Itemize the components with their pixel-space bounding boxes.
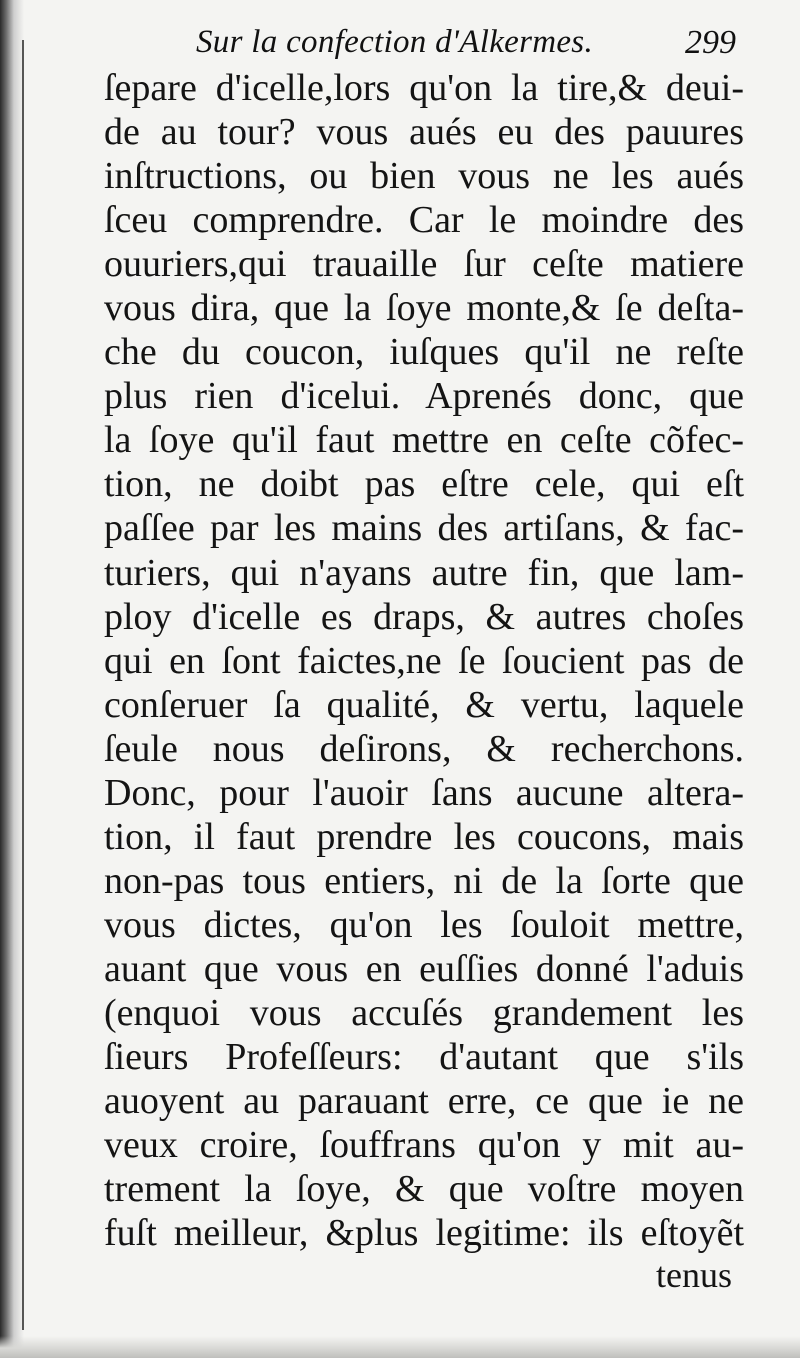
text-line: inſtructions, ou bien vous ne les aués bbox=[104, 155, 744, 198]
text-line: auant que vous en euſſies donné l'aduis bbox=[104, 947, 744, 990]
text-line: tion, ne doibt pas eſtre cele, qui eſt bbox=[104, 463, 744, 506]
binding-edge bbox=[22, 40, 24, 1330]
text-line: ouuriers,qui trauaille ſur ceſte matiere bbox=[104, 243, 744, 286]
text-line: non-pas tous entiers, ni de la ſorte que bbox=[104, 859, 744, 902]
text-line: auoyent au parauant erre, ce que ie ne bbox=[104, 1080, 744, 1123]
text-line: qui en ſont faictes,ne ſe ſoucient pas de bbox=[104, 639, 744, 682]
text-line: tion, il faut prendre les coucons, mais bbox=[104, 815, 744, 858]
body-text bbox=[104, 66, 744, 1255]
text-line: Donc, pour l'auoir ſans aucune altera- bbox=[104, 771, 744, 814]
gutter-shadow bbox=[0, 0, 24, 1358]
text-line: ſepare d'icelle,lors qu'on la tire,& deui- bbox=[104, 67, 744, 109]
text-line: ſeule nous deſirons, & recherchons. bbox=[104, 727, 744, 770]
page-number: 299 bbox=[685, 24, 736, 61]
text-line: conſeruer ſa qualité, & vertu, laquele bbox=[104, 683, 744, 726]
text-line: veux croire, ſouffrans qu'on y mit au- bbox=[104, 1124, 744, 1167]
text-line: vous dictes, qu'on les ſouloit mettre, bbox=[104, 903, 744, 946]
text-line: fuſt meilleur, &plus legitime: ils eſtoyẽt bbox=[104, 1212, 744, 1255]
page-bottom-edge bbox=[0, 1336, 800, 1358]
text-line: trement la ſoye, & que voſtre moyen bbox=[104, 1168, 744, 1211]
text-line: vous dira, que la ſoye monte,& ſe deſta- bbox=[104, 287, 744, 330]
text-line: de au tour? vous aués eu des pauures bbox=[104, 111, 744, 154]
text-line: paſſee par les mains des artiſans, & fac- bbox=[104, 507, 744, 550]
text-line: turiers, qui n'ayans autre fin, que lam- bbox=[104, 551, 744, 594]
text-line: plus rien d'icelui. Aprenés donc, que bbox=[104, 375, 744, 418]
text-line: ploy d'icelle es draps, & autres choſes bbox=[104, 595, 744, 638]
text-line: ſieurs Profeſſeurs: d'autant que s'ils bbox=[104, 1036, 744, 1079]
page-header bbox=[196, 18, 736, 68]
text-line: ſceu comprendre. Car le moindre des bbox=[104, 199, 744, 242]
running-head: Sur la confection d'Alkermes. bbox=[196, 24, 593, 60]
text-line: che du coucon, iuſques qu'il ne reſte bbox=[104, 331, 744, 374]
catchword: tenus bbox=[656, 1255, 732, 1295]
text-line: la ſoye qu'il faut mettre en ceſte cõfec- bbox=[104, 419, 744, 462]
text-line: (enquoi vous accuſés grandement les bbox=[104, 991, 744, 1034]
